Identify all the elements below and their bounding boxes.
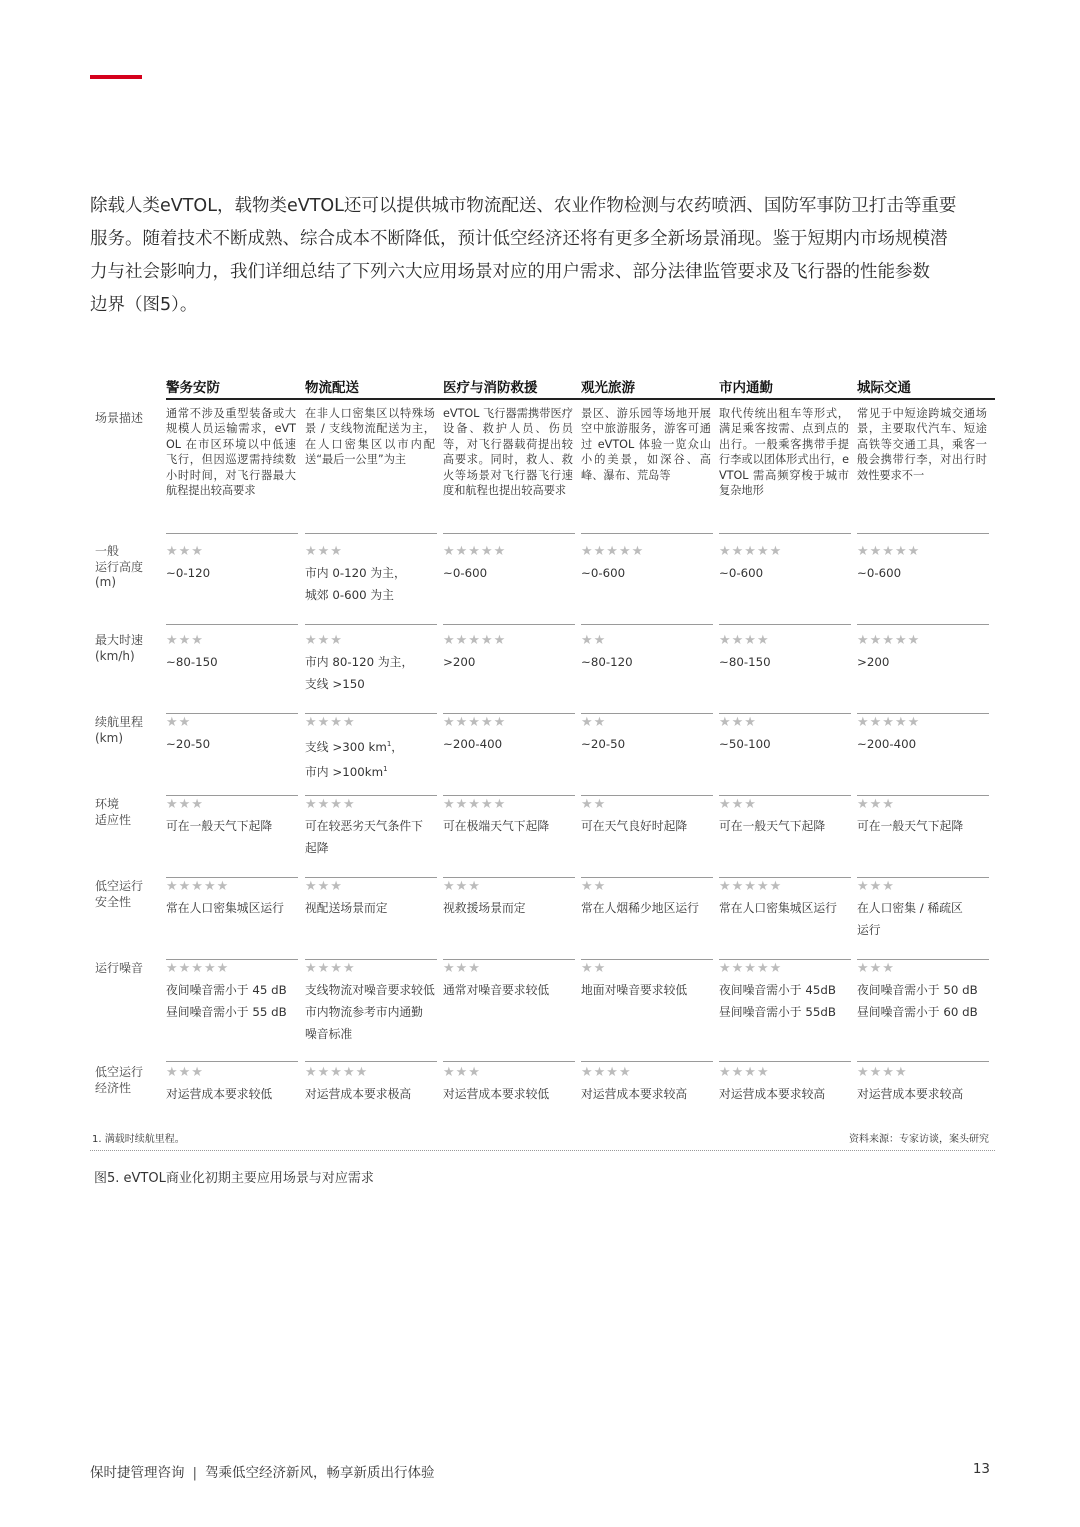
table-header-row: [90, 372, 995, 402]
metric-value-text: ~0-120: [166, 566, 211, 580]
column-header: 警务安防: [166, 380, 220, 396]
metric-value: [166, 1001, 296, 1023]
metric-value: [305, 979, 435, 1001]
metric-cell: [443, 633, 573, 673]
metric-value-text: 可在极端天气下起降: [443, 819, 550, 833]
cell-divider: [305, 795, 437, 796]
metric-value: [443, 651, 573, 673]
metric-cell: [857, 544, 987, 584]
metric-value-text: 市内 80-120 为主，: [305, 655, 414, 669]
row-label-line: (m): [95, 575, 117, 589]
metric-value: [305, 837, 435, 859]
metric-value-text: 对运营成本要求较低: [443, 1087, 550, 1101]
cell-divider: [857, 624, 989, 625]
row-label-line: 低空运行: [95, 879, 144, 893]
row-label-line: 低空运行: [95, 1065, 144, 1079]
metric-value: [305, 651, 435, 673]
metric-value: [857, 815, 987, 837]
metric-value-suffix: ，: [391, 739, 404, 754]
metric-value-text: ~80-150: [166, 655, 218, 669]
metric-value: [581, 562, 711, 584]
metric-cell: [719, 633, 849, 673]
metric-value-text: 对运营成本要求较高: [581, 1087, 688, 1101]
star-rating: ★★★★★: [443, 544, 507, 559]
metric-value-text: 运行: [857, 923, 881, 937]
cell-divider: [443, 795, 575, 796]
metric-value-text: ~20-50: [581, 737, 626, 751]
cell-divider: [443, 624, 575, 625]
metric-cell: [443, 715, 573, 755]
metric-value-text: 昼间噪音需小于 55 dB: [166, 1005, 287, 1019]
row-label-line: 运行噪音: [95, 961, 144, 975]
cell-divider: [166, 624, 298, 625]
metric-value-text: 市内 0-120 为主，: [305, 566, 406, 580]
metric-cell: [719, 544, 849, 584]
intro-line: 力与社会影响力，我们详细总结了下列六大应用场景对应的用户需求、部分法律监管要求及飞行器的性能参数: [90, 262, 930, 282]
cell-divider: [166, 959, 298, 960]
star-rating: ★★: [581, 633, 607, 648]
metric-value: [166, 979, 296, 1001]
star-rating: ★★★: [443, 1065, 481, 1080]
row-label: [95, 1065, 161, 1096]
metric-cell: [581, 1065, 711, 1105]
metric-value: [443, 1083, 573, 1105]
metric-value-text: 夜间噪音需小于 45 dB: [166, 983, 287, 997]
cell-divider: [857, 533, 989, 534]
metric-cell: [581, 797, 711, 837]
star-rating: ★★★: [857, 797, 895, 812]
metric-cell: [719, 879, 849, 919]
row-label-line: (km): [95, 730, 124, 745]
description-cell: 景区、游乐园等场地开展空中旅游服务，游客可通过 eVTOL 体验一览众山小的美景，如深谷、高峰、瀑布、荒岛等: [581, 407, 711, 482]
metric-value: [305, 584, 435, 606]
star-rating: ★★★: [166, 797, 204, 812]
metric-cell: [443, 961, 573, 1001]
star-rating: ★★★★★: [443, 715, 507, 730]
metric-value-text: 噪音标准: [305, 1027, 353, 1041]
cell-divider: [581, 877, 713, 878]
star-rating: ★★★★★: [719, 879, 783, 894]
metric-value: [581, 897, 711, 919]
metric-value: [857, 1001, 987, 1023]
star-rating: ★★: [581, 879, 607, 894]
intro-line: 服务。随着技术不断成熟、综合成本不断降低，预计低空经济还将有更多全新场景涌现。鉴于短期内市场规模潜: [90, 229, 948, 249]
cell-divider: [305, 533, 437, 534]
metric-value-text: 对运营成本要求较低: [166, 1087, 273, 1101]
metric-value: [166, 651, 296, 673]
star-rating: ★★★★: [857, 1065, 908, 1080]
page-number: 13: [972, 1461, 990, 1477]
metric-value-text: 对运营成本要求极高: [305, 1087, 412, 1101]
metric-value-text: 可在一般天气下起降: [857, 819, 964, 833]
star-rating: ★★★★: [581, 1065, 632, 1080]
cell-divider: [305, 959, 437, 960]
metric-value-text: 支线 >300 km: [305, 739, 387, 754]
row-label-line: 适应性: [95, 812, 132, 827]
metric-value: [305, 562, 435, 584]
metric-value-text: ~0-600: [443, 566, 488, 580]
star-rating: ★★★★: [305, 961, 356, 976]
intro-line: 除载人类eVTOL，载物类eVTOL还可以提供城市物流配送、农业作物检测与农药喷洒、国防军事防卫打击等重要: [90, 196, 957, 216]
accent-bar: [90, 75, 142, 79]
star-rating: ★★★★★: [581, 544, 645, 559]
metric-value: [581, 1083, 711, 1105]
description-cell: 在非人口密集区以特殊场景 / 支线物流配送为主，在人口密集区以市内配送“最后一公里”为主: [305, 407, 435, 467]
metric-value-text: 可在一般天气下起降: [166, 819, 273, 833]
column-header: 市内通勤: [719, 380, 773, 396]
cell-divider: [305, 624, 437, 625]
row-label-line: 环境: [95, 797, 120, 811]
metric-cell: [719, 715, 849, 755]
metric-value-text: 可在较恶劣天气条件下: [305, 819, 423, 833]
description-cell: 通常不涉及重型装备或大规模人员运输需求，eVTOL 在市区环境以中低速飞行，但因巡逻需持续数小时时间，对飞行器最大航程提出较高要求: [166, 407, 296, 498]
row-label: [95, 633, 161, 664]
cell-divider: [581, 624, 713, 625]
row-label-line: 运行高度: [95, 559, 144, 574]
row-label-line: 一般: [95, 544, 120, 558]
metric-cell: [857, 879, 987, 941]
cell-divider: [166, 1061, 298, 1062]
row-label: [95, 544, 161, 591]
metric-cell: [581, 544, 711, 584]
metric-cell: [581, 879, 711, 919]
header-rule: [166, 398, 995, 400]
metric-value: [719, 815, 849, 837]
cell-divider: [443, 1061, 575, 1062]
cell-divider: [719, 795, 851, 796]
cell-divider: [581, 795, 713, 796]
metric-cell: [305, 961, 435, 1045]
metric-value: [857, 733, 987, 755]
metric-cell: [305, 633, 435, 695]
cell-divider: [166, 713, 298, 714]
metric-cell: [857, 715, 987, 755]
star-rating: ★★: [581, 715, 607, 730]
star-rating: ★★★★★: [719, 544, 783, 559]
metric-value: [581, 651, 711, 673]
column-header: 医疗与消防救援: [443, 380, 538, 396]
description-cell: eVTOL 飞行器需携带医疗设备、救护人员、伤员等，对飞行器载荷提出较高要求。同时，救人、救火等场景对飞行器飞行速度和航程也提出较高要求: [443, 407, 573, 498]
star-rating: ★★: [581, 961, 607, 976]
footer-separator: |: [192, 1465, 198, 1481]
metric-value: [443, 897, 573, 919]
row-label: 场景描述: [95, 411, 144, 425]
metric-cell: [857, 961, 987, 1023]
row-label-line: (km/h): [95, 648, 135, 663]
scenario-table-figure: [90, 372, 995, 1186]
metric-value: [719, 651, 849, 673]
metric-value-text: 支线 >150: [305, 677, 365, 691]
metric-value-text: ~200-400: [443, 737, 503, 751]
source-note: 资料来源：专家访谈，案头研究: [849, 1134, 989, 1145]
cell-divider: [857, 795, 989, 796]
footer-brand: 保时捷管理咨询: [90, 1465, 185, 1481]
metric-cell: [857, 797, 987, 837]
metric-value: [305, 1083, 435, 1105]
metric-cell: [166, 633, 296, 673]
row-label: [95, 797, 161, 828]
star-rating: ★★★★: [719, 1065, 770, 1080]
metric-cell: [581, 961, 711, 1001]
metric-value-text: 常在人口密集城区运行: [166, 901, 284, 915]
cell-divider: [581, 1061, 713, 1062]
metric-cell: [719, 1065, 849, 1105]
column-header: 观光旅游: [581, 380, 635, 396]
metric-cell: [581, 633, 711, 673]
metric-value-text: ~200-400: [857, 737, 917, 751]
metric-value: [166, 897, 296, 919]
metric-value: [305, 897, 435, 919]
metric-value-text: ~20-50: [166, 737, 211, 751]
cell-divider: [166, 533, 298, 534]
cell-divider: [305, 713, 437, 714]
metric-value-text: 地面对噪音要求较低: [581, 983, 688, 997]
metric-value: [166, 815, 296, 837]
metric-value-text: 市内物流参考市内通勤: [305, 1005, 423, 1019]
table-footnote: 1. 满载时续航里程。: [92, 1134, 185, 1145]
metric-cell: [166, 797, 296, 837]
metric-value: [305, 758, 435, 783]
metric-cell: [166, 879, 296, 919]
metric-cell: [166, 1065, 296, 1105]
star-rating: ★★★: [443, 879, 481, 894]
metric-value: [166, 562, 296, 584]
row-label-line: 经济性: [95, 1080, 132, 1095]
metric-value: [305, 815, 435, 837]
cell-divider: [443, 877, 575, 878]
row-label-line: 最大时速: [95, 633, 144, 647]
star-rating: ★★★★★: [857, 544, 921, 559]
metric-value-text: ~50-100: [719, 737, 771, 751]
star-rating: ★★★: [305, 879, 343, 894]
cell-divider: [719, 959, 851, 960]
metric-value-text: ~0-600: [857, 566, 902, 580]
star-rating: ★★★: [719, 797, 757, 812]
metric-value: [443, 815, 573, 837]
cell-divider: [719, 624, 851, 625]
metric-value-text: 对运营成本要求较高: [857, 1087, 964, 1101]
metric-cell: [581, 715, 711, 755]
metric-value: [166, 1083, 296, 1105]
metric-value-text: ~0-600: [581, 566, 626, 580]
metric-cell: [305, 879, 435, 919]
cell-divider: [581, 959, 713, 960]
cell-divider: [857, 1061, 989, 1062]
metric-cell: [719, 961, 849, 1023]
star-rating: ★★★★★: [719, 961, 783, 976]
cell-divider: [719, 533, 851, 534]
metric-value-text: ~80-120: [581, 655, 633, 669]
star-rating: ★★★★: [719, 633, 770, 648]
cell-divider: [166, 795, 298, 796]
description-cell: 常见于中短途跨城交通场景，主要取代汽车、短途高铁等交通工具，乘客一般会携带行李，对出行时效性要求不一: [857, 407, 987, 482]
metric-value-text: 城郊 0-600 为主: [305, 588, 394, 602]
metric-cell: [857, 633, 987, 673]
metric-value-text: ~80-150: [719, 655, 771, 669]
column-header: 物流配送: [305, 380, 359, 396]
metric-value-text: 通常对噪音要求较低: [443, 983, 550, 997]
metric-value-text: 夜间噪音需小于 45dB: [719, 983, 836, 997]
metric-value: [719, 1001, 849, 1023]
star-rating: ★★: [581, 797, 607, 812]
star-rating: ★★★★★: [166, 961, 230, 976]
star-rating: ★★: [166, 715, 192, 730]
metric-cell: [305, 1065, 435, 1105]
metric-cell: [443, 797, 573, 837]
metric-value: [857, 651, 987, 673]
metric-value-text: 视配送场景而定: [305, 901, 388, 915]
star-rating: ★★★: [305, 633, 343, 648]
metric-value-text: 昼间噪音需小于 55dB: [719, 1005, 836, 1019]
intro-paragraph: [90, 190, 995, 322]
figure-caption: 图5. eVTOL商业化初期主要应用场景与对应需求: [94, 1171, 374, 1186]
description-cell: 取代传统出租车等形式，满足乘客按需、点到点的出行。一般乘客携带手提行李或以团体形式出行，eVTOL 需高频穿梭于城市复杂地形: [719, 407, 849, 498]
metric-value: [719, 897, 849, 919]
star-rating: ★★★: [166, 633, 204, 648]
star-rating: ★★★: [857, 879, 895, 894]
metric-value: [305, 733, 435, 758]
metric-cell: [443, 1065, 573, 1105]
metric-value-text: 起降: [305, 841, 329, 855]
metric-cell: [719, 797, 849, 837]
metric-cell: [166, 715, 296, 755]
metric-value: [443, 979, 573, 1001]
metric-value-text: 夜间噪音需小于 50 dB: [857, 983, 978, 997]
star-rating: ★★★: [166, 1065, 204, 1080]
star-rating: ★★★★★: [443, 633, 507, 648]
cell-divider: [305, 1061, 437, 1062]
star-rating: ★★★★★: [857, 633, 921, 648]
intro-line: 边界（图5）。: [90, 295, 198, 315]
metric-value: [719, 562, 849, 584]
star-rating: ★★★★★: [166, 879, 230, 894]
cell-divider: [581, 713, 713, 714]
cell-divider: [443, 533, 575, 534]
column-header: 城际交通: [857, 380, 911, 396]
dotted-divider: [90, 1150, 995, 1151]
metric-value: [581, 979, 711, 1001]
metric-value-text: 支线物流对噪音要求较低: [305, 983, 435, 997]
metric-value: [166, 733, 296, 755]
metric-cell: [305, 715, 435, 783]
metric-value: [443, 733, 573, 755]
metric-value: [857, 1083, 987, 1105]
metric-value: [305, 673, 435, 695]
cell-divider: [719, 1061, 851, 1062]
metric-value-text: 市内 >100km: [305, 764, 384, 779]
cell-divider: [857, 959, 989, 960]
metric-value-text: 对运营成本要求较高: [719, 1087, 826, 1101]
row-label-line: 安全性: [95, 894, 132, 909]
cell-divider: [719, 877, 851, 878]
metric-value: [857, 897, 987, 919]
cell-divider: [581, 533, 713, 534]
cell-divider: [166, 877, 298, 878]
metric-cell: [305, 797, 435, 859]
metric-value: [857, 979, 987, 1001]
star-rating: ★★★: [857, 961, 895, 976]
metric-value-text: 昼间噪音需小于 60 dB: [857, 1005, 978, 1019]
star-rating: ★★★★: [305, 715, 356, 730]
metric-value: [719, 979, 849, 1001]
star-rating: ★★★★★: [305, 1065, 369, 1080]
metric-value: [857, 562, 987, 584]
metric-cell: [166, 544, 296, 584]
row-label: [95, 715, 161, 746]
metric-cell: [443, 544, 573, 584]
metric-value: [305, 1001, 435, 1023]
cell-divider: [857, 713, 989, 714]
metric-value: [719, 1083, 849, 1105]
cell-divider: [443, 713, 575, 714]
metric-value-text: 常在人烟稀少地区运行: [581, 901, 699, 915]
metric-value: [443, 562, 573, 584]
metric-value: [857, 919, 987, 941]
star-rating: ★★★★★: [857, 715, 921, 730]
metric-value: [305, 1023, 435, 1045]
cell-divider: [719, 713, 851, 714]
metric-value-text: 可在天气良好时起降: [581, 819, 688, 833]
metric-cell: [166, 961, 296, 1023]
footnote-marker: 1: [386, 740, 392, 748]
footer-tagline: 驾乘低空经济新风，畅享新质出行体验: [205, 1465, 435, 1481]
page-footer: [90, 1461, 435, 1481]
footnote-marker: 1: [383, 764, 388, 773]
metric-cell: [443, 879, 573, 919]
row-label: [95, 879, 161, 910]
metric-value-text: 可在一般天气下起降: [719, 819, 826, 833]
metric-cell: [857, 1065, 987, 1105]
metric-value-text: 在人口密集 / 稀疏区: [857, 901, 963, 915]
metric-value-text: ~0-600: [719, 566, 764, 580]
row-label-line: 续航里程: [95, 715, 144, 729]
star-rating: ★★★★★: [443, 797, 507, 812]
metric-value-text: 常在人口密集城区运行: [719, 901, 837, 915]
cell-divider: [857, 877, 989, 878]
metric-value-text: 视救援场景而定: [443, 901, 526, 915]
metric-value: [581, 733, 711, 755]
metric-cell: [305, 544, 435, 606]
star-rating: ★★★: [305, 544, 343, 559]
metric-value-text: >200: [443, 655, 476, 669]
star-rating: ★★★: [719, 715, 757, 730]
star-rating: ★★★: [166, 544, 204, 559]
star-rating: ★★★★: [305, 797, 356, 812]
star-rating: ★★★: [443, 961, 481, 976]
metric-value: [581, 815, 711, 837]
row-label: [95, 961, 161, 977]
cell-divider: [443, 959, 575, 960]
metric-value-text: >200: [857, 655, 890, 669]
cell-divider: [305, 877, 437, 878]
metric-value: [719, 733, 849, 755]
